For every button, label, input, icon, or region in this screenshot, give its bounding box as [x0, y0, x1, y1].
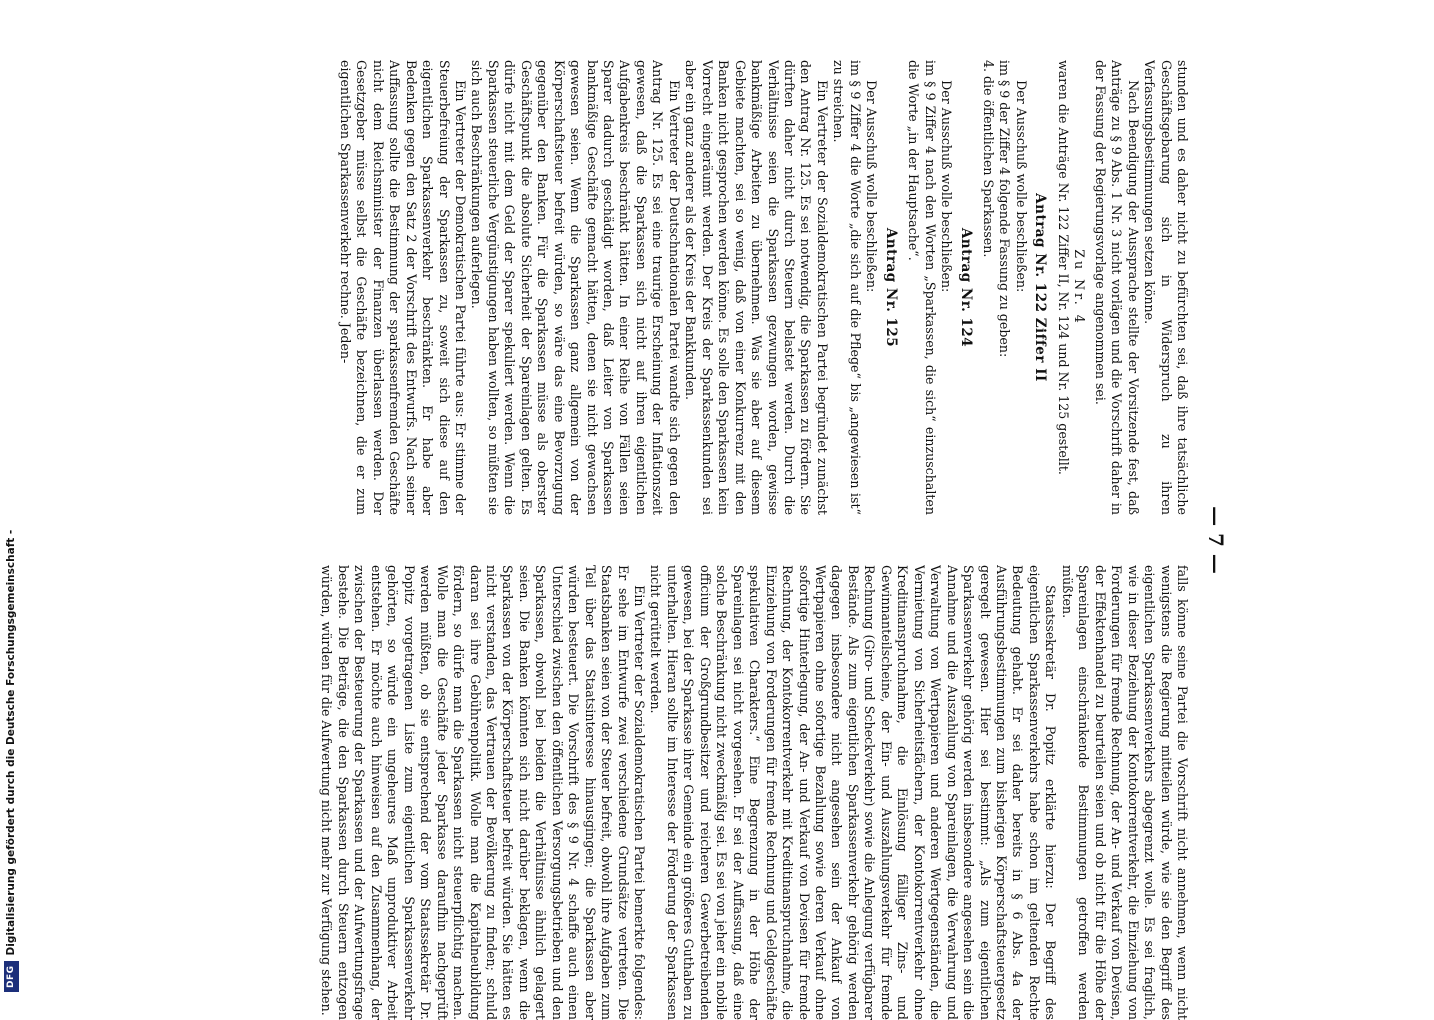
paragraph: Ein Vertreter der Sozialdemokratischen Partei bemerkte folgendes: Er sehe im Entwurfe zwei verschiedene Grundsätze vertreten. Die Staatsbanken seien von der Steuer befreit, obwohl ihre Aufgaben zum Teil über das Staatsinteresse hinausgingen; die Sparkassen aber würden besteuert. Die Vorschrift des § 9 Nr. 4 schaffe auch einen Unterschied zwischen den öffentlichen Versorgungsbetrieben und den Sparkassen, obwohl bei beiden die Verhältnisse ähnlich gelagert seien. Die Banken könnten sich nicht darüber beklagen, wenn die Sparkassen von der Körperschaftsteuer befreit würden. Sie hätten es nicht verstanden, das Vertrauen der Bevölkerung zu finden; schuld daran sei ihre Gebührenpolitik. Wolle man die Kapitalneubildung fördern, so dürfe man die Sparkassen nicht steuerpflichtig machen. Wolle man die Geschäfte jeder Sparkasse daraufhin nachgeprüft werden müßten, ob sie entsprechend der vom Staatssekretär Dr. Popitz vorgetragenen Liste zum eigentlichen Sparkassenverkehr gehörten, so würde ein ungeheures Maß unproduktiver Arbeit entstehen. Er möchte auch hinweisen auf den Zusammenhang, der zwischen der Besteuerung der Sparkassen und der Aufwertungsfrage bestehe. Die Beträge, die den Sparkassen durch Steuern entzogen würden, würden für die Aufwertung nicht mehr zur Verfügung stehen. [319, 565, 648, 1020]
paragraph: Der Ausschuß wolle beschließen: [1013, 80, 1029, 293]
section-heading: Antrag Nr. 124 [957, 227, 974, 348]
paragraph: im § 9 Ziffer 4 nach den Worten „Sparkassen, die sich“ einzuschalten die Worte „in der Hauptsache“. [906, 60, 938, 515]
paragraph: im § 9 der Ziffer 4 folgende Fassung zu geben: [997, 60, 1013, 358]
section-heading: Zu Nr. 4 [1072, 249, 1088, 326]
paragraph: im § 9 Ziffer 4 die Worte „die sich auf die Pflege“ bis „angewiesen ist“ zu streichen. [831, 60, 863, 515]
rotated-page-content [155, 60, 1230, 1020]
footer-text: Digitalisierung gefördert durch die Deutsche Forschungsgemeinschaft - [5, 529, 17, 956]
section-heading: Antrag Nr. 125 [882, 227, 899, 348]
paragraph: 4. die öffentlichen Sparkassen. [981, 60, 997, 258]
paragraph: stunden und es daher nicht zu befürchten sei, daß ihre tatsächliche Geschäftsgebarung sich in Widerspruch zu ihren Verfassungsbestimmungen setzen könne. [1142, 60, 1190, 515]
right-column [170, 565, 1190, 1020]
left-column [170, 60, 1190, 515]
dfg-logo: DFG [4, 961, 19, 992]
paragraph: Ein Vertreter der Demokratischen Partei führte aus: Er stimme der Steuerbefreiung der Sparkassen zu, soweit sich diese auf den eigentlichen Sparkassenverkehr beschränkten. Er habe aber Bedenken gegen den Satz 2 der Vorschrift des Entwurfs. Nach seiner Auffassung sollte die Bestimmung der sparkassenfremden Geschäfte nicht dem Reichsminister der Finanzen überlassen werden. Der Gesetzgeber müsse selbst die Geschäfte bezeichnen, die er zum eigentlichen Sparkassenverkehr rechne. Jeden- [337, 60, 468, 515]
paragraph: waren die Anträge Nr. 122 Ziffer II, Nr. 124 und Nr. 125 gestellt. [1055, 60, 1071, 475]
paragraph: Nach Beendigung der Aussprache stellte der Vorsitzende fest, daß Anträge zu § 9 Abs. 1 Nr. 3 nicht vorlägen und die Vorschrift daher in der Fassung der Regierungsvorlage angenommen sei. [1092, 60, 1141, 515]
paragraph: falls könne seine Partei die Vorschrift nicht annehmen, wenn nicht wenigstens die Regierung mitteilen würde, wie sie den Begriff des eigentlichen Sparkassenverkehrs abgegrenzt wolle. Es sei fraglich, wie in dieser Beziehung der Kontokorrentverkehr, die Einziehung von Forderungen für fremde Rechnung, der An- und Verkauf von Devisen, der Effektenhandel zu beurteilen seien und ob nicht für die Höhe der Spareinlagen einschränkende Bestimmungen getroffen werden müßten. [1059, 565, 1190, 1020]
paragraph: Ein Vertreter der Deutschnationalen Partei wandte sich gegen den Antrag Nr. 125. Es sei eine traurige Erscheinung der Inflationszeit gewesen, daß die Sparkassen sich nicht auf ihren eigentlichen Aufgabenkreis beschränkt hätten. In einer Reihe von Fällen seien Sparer dadurch geschädigt worden, daß Leiter von Sparkassen bankmäßige Geschäfte gemacht hätten, denen sie nicht gewachsen gewesen seien. Wenn die Sparkassen ganz allgemein von der Körperschaftsteuer befreit würden, so wäre das eine Bevorzugung gegenüber den Banken. Für die Sparkassen müsse als oberster Geschäftspunkt die absolute Sicherheit der Spareinlagen gelten. Es dürfe nicht mit dem Geld der Sparer spekuliert werden. Wenn die Sparkassen steuerliche Vergünstigungen haben wollten, so müßten sie sich auch Beschränkungen auferlegen. [469, 60, 682, 515]
paragraph: Der Ausschuß wolle beschließen: [939, 80, 955, 293]
paragraph: Der Ausschuß wolle beschließen: [864, 80, 880, 293]
section-heading: Antrag Nr. 122 Ziffer II [1032, 193, 1049, 382]
digitization-footer [0, 0, 22, 1000]
page-number: — 7 — [1204, 506, 1228, 574]
paragraph: Ein Vertreter der Sozialdemokratischen Partei begründet zunächst den Antrag Nr. 125. Es sei notwendig, die Sparkassen zu fördern. Sie dürften daher nicht durch Steuern belastet werden. Durch die Verhältnisse seien die Sparkassen gezwungen worden, gewisse bankmäßige Arbeiten zu übernehmen. Was sie aber auf diesem Gebiete machten, sei so wenig, daß von einer Konkurrenz mit den Banken nicht gesprochen werden könne. Es solle den Sparkassen kein Vorrecht eingeräumt werden. Der Kreis der Sparkassenkunden sei aber ein ganz anderer als der Kreis der Bankkunden. [683, 60, 830, 515]
paragraph: Staatssekretär Dr. Popitz erklärte hierzu: Der Begriff des eigentlichen Sparkassenverkehrs habe schon im geltenden Rechte Bedeutung gehabt. Er sei daher bereits in § 6 Abs. 4a der Ausführungsbestimmungen zum bisherigen Körperschaftsteuergesetz geregelt gewesen. Hier sei bestimmt: „Als zum eigentlichen Sparkassenverkehr gehörig werden insbesondere angesehen sein die Annahme und die Auszahlung von Spareinlagen, die Verwahrung und Verwaltung von Wertpapieren und anderen Wertgegenständen, die Vermietung von Sicherheitsfächern, der Kontokorrentverkehr ohne Kreditinanspruchnahme, die Einlösung fälliger Zins- und Gewinnanteilscheine, der Ein- und Auszahlungsverkehr für fremde Rechnung (Giro- und Scheckverkehr) sowie die Anlegung verfügbarer Bestände. Als zum eigentlichen Sparkassenverkehr gehörig werden dagegen insbesondere nicht angesehen sein der Ankauf von Wertpapieren ohne sofortige Bezahlung sowie deren Verkauf ohne sofortige Hinterlegung, der An- und Verkauf von Devisen für fremde Rechnung, der Kontokorrentverkehr mit Kreditinanspruchnahme, die Einziehung von Forderungen für fremde Rechnung und Geldgeschäfte spekulativen Charakters.“ Eine Begrenzung in der Höhe der Spareinlagen sei nicht vorgesehen. Er sei der Auffassung, daß eine solche Beschränkung nicht zweckmäßig sei. Es sei von jeher ein nobile officium der Großgrundbesitzer und reicheren Gewerbetreibenden gewesen, bei der Sparkasse ihrer Gemeinde ein größeres Guthaben zu unterhalten. Hieran sollte im Interesse der Förderung der Sparkassen nicht gerüttelt werden. [648, 565, 1059, 1020]
